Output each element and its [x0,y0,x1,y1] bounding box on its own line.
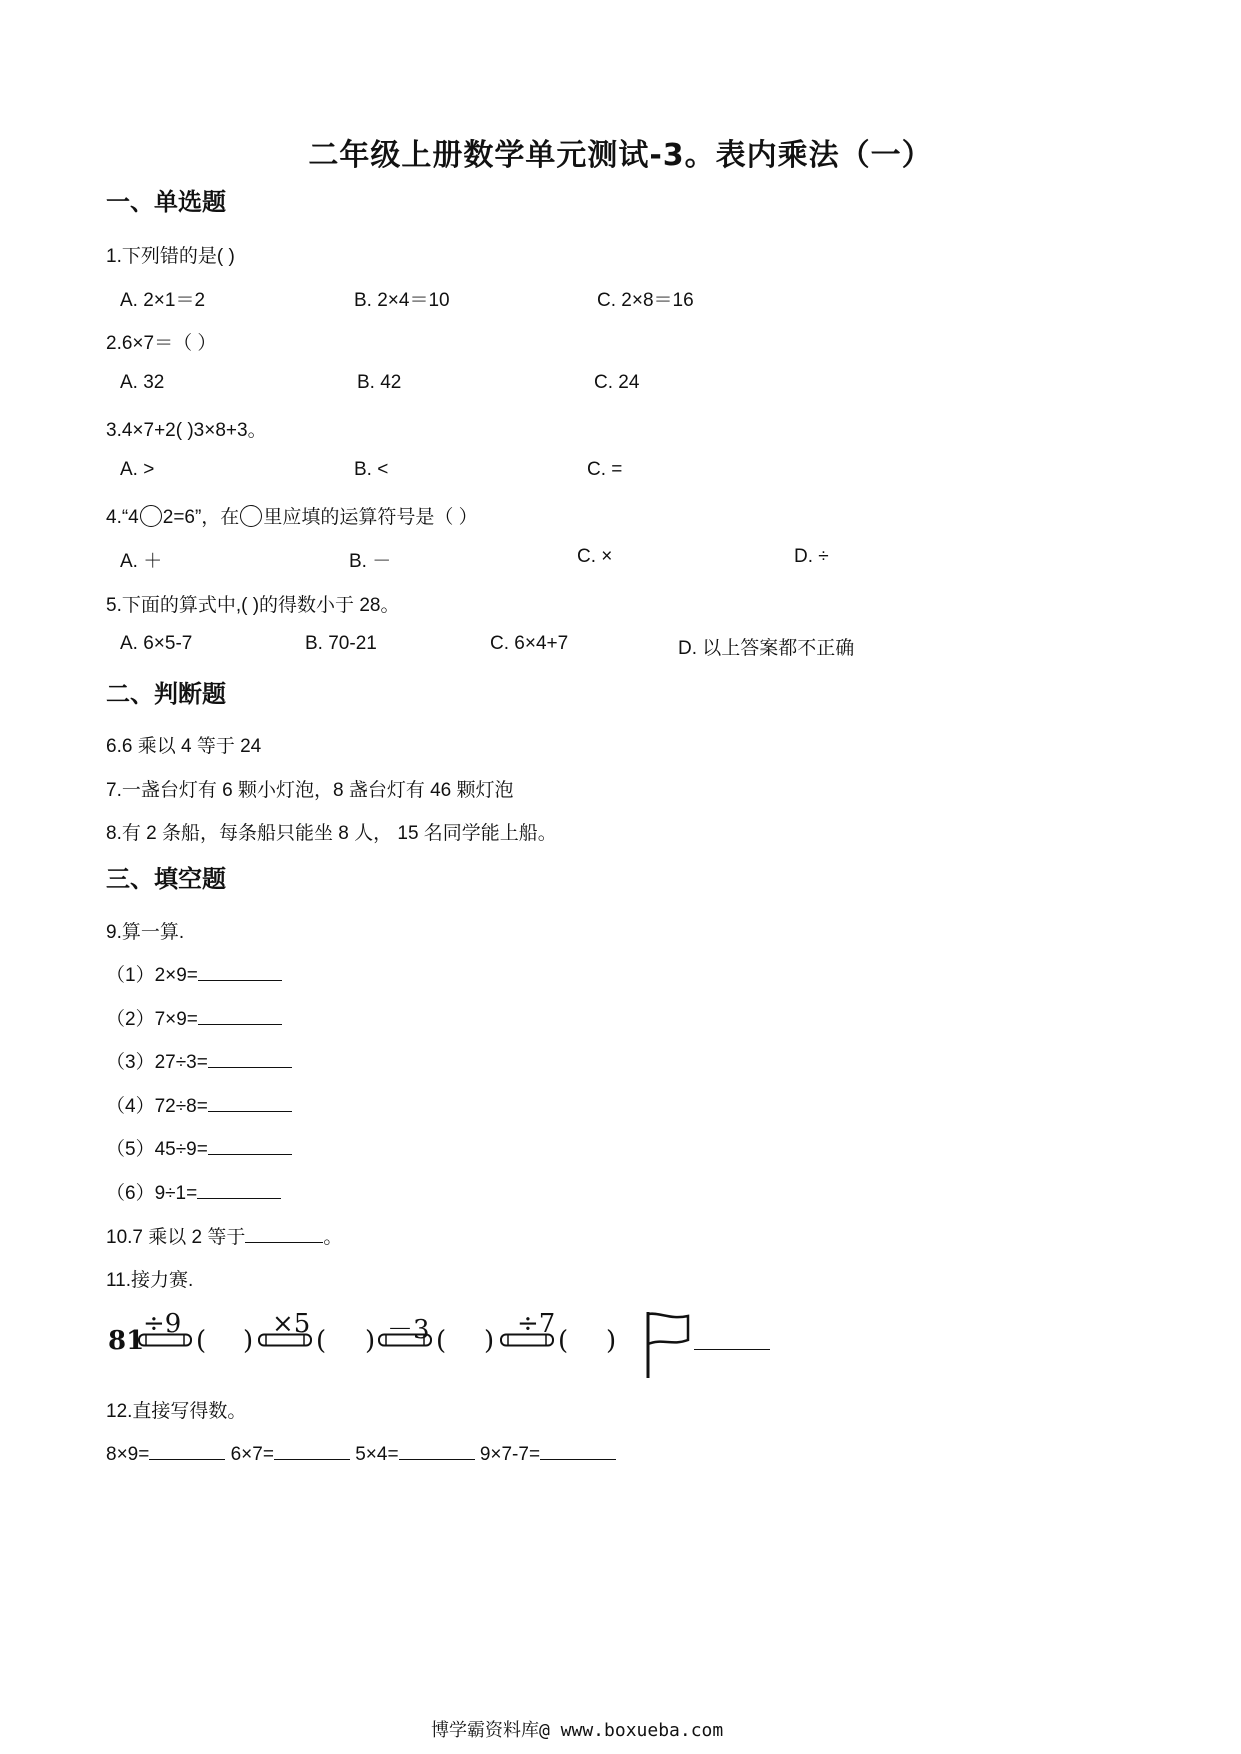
question-3: 3.4×7+2( )3×8+3。 [106,420,267,441]
relay-operator-3: －3 [387,1315,430,1345]
baton-icon [500,1333,554,1347]
relay-open-paren: ( [316,1326,327,1356]
section-heading-single-choice: 一、单选题 [106,188,226,216]
answer-blank[interactable] [149,1441,225,1460]
section-heading-fill-blank: 三、填空题 [106,865,226,893]
question-9: 9.算一算. [106,922,185,943]
relay-operator-4: ÷7 [517,1309,556,1339]
q4-option-c: C. × [577,546,613,567]
q9-item-text: （2）7×9= [106,1009,198,1030]
q12-item-text: 8×9= [106,1444,150,1465]
question-5: 5.下面的算式中,( )的得数小于 28。 [106,595,400,616]
answer-blank[interactable] [197,1180,281,1199]
q9-item-2 [106,1004,282,1031]
answer-blank[interactable] [694,1349,770,1350]
q2-option-a: A. 32 [120,372,165,393]
relay-open-paren: ( [558,1326,569,1356]
answer-blank[interactable] [274,1441,350,1460]
page-footer-watermark: 博学霸资料库@ www.boxueba.com [431,1720,724,1741]
answer-blank[interactable] [245,1224,323,1243]
q12-item-text: 6×7= [230,1444,274,1465]
q12-item-text: 5×4= [355,1444,399,1465]
q4-option-b: B. － [349,551,392,572]
q4-option-d: D. ÷ [794,546,829,567]
q9-item-6 [106,1178,281,1205]
question-1: 1.下列错的是( ) [106,246,235,267]
section-heading-true-false: 二、判断题 [106,680,226,708]
q1-option-c: C. 2×8＝16 [597,290,694,311]
answer-blank[interactable] [540,1441,616,1460]
q5-option-c: C. 6×4+7 [490,633,569,654]
q4-stem-part-2: 2=6”，在 [162,507,240,528]
q9-item-5 [106,1134,292,1161]
q4-option-a: A. ＋ [120,551,163,572]
relay-close-paren: ) [243,1326,254,1356]
relay-start-number: 81 [108,1326,145,1356]
question-12: 12.直接写得数。 [106,1401,247,1422]
q3-option-c: C. = [587,459,623,480]
question-4 [106,502,478,529]
q5-option-a: A. 6×5-7 [120,633,193,654]
q12-items-row [106,1441,616,1466]
q4-stem-part-1: 4.“4 [106,507,139,528]
relay-close-paren: ) [606,1326,617,1356]
relay-open-paren: ( [196,1326,207,1356]
q9-item-3 [106,1047,292,1074]
q4-stem-part-3: 里应填的运算符号是（ ） [263,507,478,528]
finish-flag-icon [644,1310,694,1380]
answer-blank[interactable] [208,1093,292,1112]
relay-close-paren: ) [365,1326,376,1356]
question-7: 7.一盏台灯有 6 颗小灯泡，8 盏台灯有 46 颗灯泡 [106,780,514,801]
q9-item-text: （4）72÷8= [106,1096,208,1117]
relay-close-paren: ) [484,1326,495,1356]
relay-operator-1: ÷9 [143,1309,182,1339]
q5-option-b: B. 70-21 [305,633,377,654]
q2-option-b: B. 42 [357,372,402,393]
answer-blank[interactable] [198,1006,282,1025]
question-6: 6.6 乘以 4 等于 24 [106,736,262,757]
question-8: 8.有 2 条船，每条船只能坐 8 人， 15 名同学能上船。 [106,823,557,844]
q9-item-text: （1）2×9= [106,965,198,986]
q9-item-text: （3）27÷3= [106,1052,208,1073]
baton-icon [258,1333,312,1347]
q9-item-text: （5）45÷9= [106,1139,208,1160]
q10-text: 10.7 乘以 2 等于 [106,1227,246,1248]
blank-circle-icon [140,505,162,527]
q5-option-d: D. 以上答案都不正确 [678,638,855,659]
q3-option-b: B. < [354,459,389,480]
q2-option-c: C. 24 [594,372,640,393]
baton-icon [378,1333,432,1347]
q9-item-4 [106,1091,292,1118]
question-10 [106,1222,342,1249]
answer-blank[interactable] [208,1049,292,1068]
page-title: 二年级上册数学单元测试-3。表内乘法（一） [308,138,933,173]
q3-option-a: A. > [120,459,155,480]
q9-item-text: （6）9÷1= [106,1183,198,1204]
question-11: 11.接力赛. [106,1270,194,1291]
q9-item-1 [106,960,282,987]
answer-blank[interactable] [198,962,282,981]
question-2: 2.6×7＝（ ） [106,333,217,354]
q12-item-text: 9×7-7= [479,1444,541,1465]
relay-operator-2: ×5 [272,1309,311,1339]
baton-icon [138,1333,192,1347]
answer-blank[interactable] [399,1441,475,1460]
q10-period: 。 [323,1227,343,1248]
q1-option-a: A. 2×1＝2 [120,290,206,311]
q1-option-b: B. 2×4＝10 [354,290,450,311]
blank-circle-icon [240,505,262,527]
relay-open-paren: ( [436,1326,447,1356]
answer-blank[interactable] [208,1136,292,1155]
